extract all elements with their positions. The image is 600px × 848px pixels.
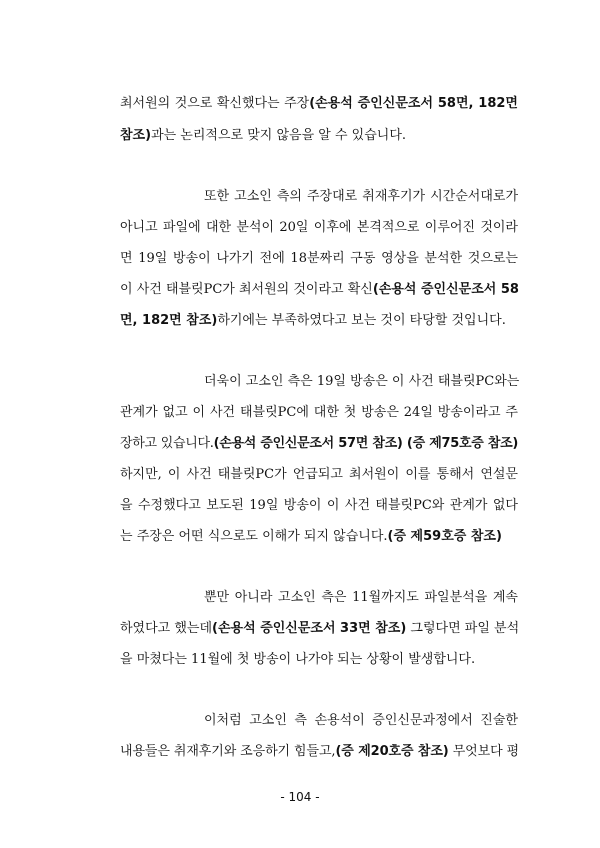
- body-text: 을 수정했다고 보도된 19일 방송이 이 사건 태블릿PC와 관계가 없다: [120, 498, 518, 513]
- body-text: 더욱이 고소인 측은 19일 방송은 이 사건 태블릿PC와는: [204, 374, 520, 389]
- paragraph-2-line-4: [120, 280, 518, 300]
- citation: (증 제59호증 참조): [387, 529, 502, 544]
- citation: (손용석 증인신문조서 33면 참조): [212, 621, 407, 636]
- body-text: 또한 고소인 측의 주장대로 취재후기가 시간순서대로가: [204, 189, 518, 204]
- body-text: 하지만, 이 사건 태블릿PC가 언급되고 최서원이 이를 통해서 연설문: [120, 467, 518, 482]
- body-text: 과는 논리적으로 맞지 않음을 알 수 있습니다.: [151, 128, 407, 143]
- body-text: 그렇다면 파일 분석: [406, 621, 520, 636]
- paragraph-3-line-3: [120, 434, 518, 454]
- paragraph-2-line-2: [120, 218, 518, 238]
- citation: (손용석 증인신문조서 57면 참조) (증 제75호증 참조): [213, 436, 518, 451]
- body-text: 뿐만 아니라 고소인 측은 11월까지도 파일분석을 계속: [204, 590, 518, 605]
- paragraph-5-line-2: [120, 742, 518, 762]
- body-text: 관계가 없고 이 사건 태블릿PC에 대한 첫 방송은 24일 방송이라고 주: [120, 405, 518, 420]
- body-text: 장하고 있습니다.: [120, 436, 214, 451]
- body-text: 무엇보다 평: [448, 744, 520, 759]
- citation: 면, 182면 참조): [120, 313, 218, 328]
- paragraph-2-line-1: [204, 187, 518, 207]
- paragraph-3-line-2: [120, 403, 518, 423]
- paragraph-4-line-2: [120, 619, 518, 639]
- paragraph-1-line-1: [120, 94, 518, 114]
- paragraph-2-line-5: [120, 311, 518, 331]
- paragraph-3-line-5: [120, 496, 518, 516]
- paragraph-3-line-1: [204, 372, 518, 392]
- citation: (손용석 증인신문조서 58: [372, 282, 519, 297]
- paragraph-2-line-3: [120, 249, 518, 269]
- page-number: - 104 -: [280, 790, 320, 804]
- paragraph-3-line-6: [120, 527, 518, 547]
- paragraph-3-line-4: [120, 465, 518, 485]
- body-text: 내용들은 취재후기와 조응하기 힘들고,: [120, 744, 336, 759]
- body-text: 이처럼 고소인 측 손용석이 증인신문과정에서 진술한: [204, 713, 518, 728]
- body-text: 최서원의 것으로 확신했다는 주장: [120, 96, 310, 111]
- body-text: 이 사건 태블릿PC가 최서원의 것이라고 확신: [120, 282, 373, 297]
- body-text: 는 주장은 어떤 식으로도 이해가 되지 않습니다.: [120, 529, 388, 544]
- body-text: 아니고 파일에 대한 분석이 20일 이후에 본격적으로 이루어진 것이라: [120, 220, 518, 235]
- paragraph-4-line-1: [204, 588, 518, 608]
- body-text: 면 19일 방송이 나가기 전에 18분짜리 구동 영상을 분석한 것으로는: [120, 251, 518, 266]
- paragraph-4-line-3: [120, 650, 518, 670]
- citation: 참조): [120, 128, 152, 143]
- body-text: 하기에는 부족하였다고 보는 것이 타당할 것입니다.: [217, 313, 506, 328]
- citation: (증 제20호증 참조): [335, 744, 449, 759]
- paragraph-1-line-2: [120, 126, 518, 146]
- body-text: 하였다고 했는데: [120, 621, 213, 636]
- citation: (손용석 증인신문조서 58면, 182면: [309, 96, 518, 111]
- paragraph-5-line-1: [204, 711, 518, 731]
- body-text: 을 마쳤다는 11월에 첫 방송이 나가야 되는 상황이 발생합니다.: [120, 652, 476, 667]
